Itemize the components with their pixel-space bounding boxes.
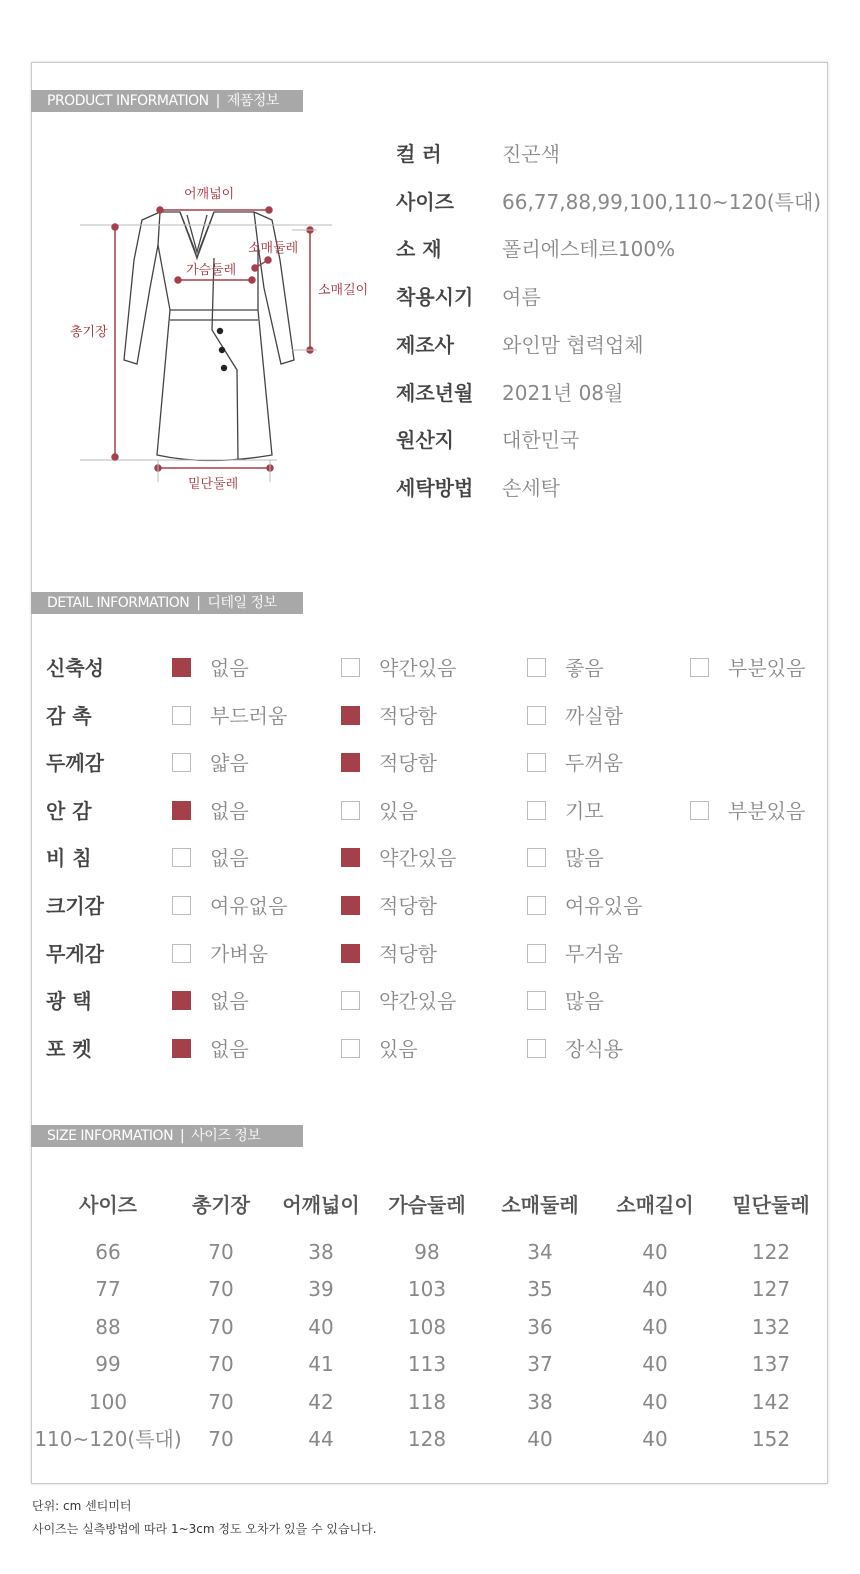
product-info-row: [396, 378, 623, 408]
detail-option-label: 많음: [565, 989, 604, 1014]
size-table-cell: 66: [95, 1240, 121, 1264]
detail-label: 신축성: [46, 656, 104, 680]
detail-option-label: 적당함: [379, 751, 437, 776]
detail-option-label: 장식용: [565, 1036, 623, 1061]
product-info-header-en: PRODUCT INFORMATION: [47, 93, 209, 109]
unchecked-box-icon: [527, 706, 546, 725]
detail-option-label: 여유있음: [565, 894, 643, 918]
size-table-header: 총기장: [192, 1193, 250, 1217]
tolerance-note: 사이즈는 실측방법에 따라 1~3cm 정도 오차가 있을 수 있습니다.: [32, 1522, 377, 1536]
size-table-cell: 118: [407, 1389, 447, 1414]
unchecked-box-icon: [172, 848, 191, 867]
size-table-cell: 36: [527, 1314, 553, 1339]
product-info-row: [396, 425, 579, 455]
product-info-label: 원산지: [396, 428, 454, 453]
product-info-value: 진곤색: [502, 142, 560, 166]
size-table-cell: 98: [414, 1240, 440, 1264]
detail-option-label: 적당함: [379, 894, 437, 918]
checked-box-icon: [172, 658, 191, 677]
size-table-cell: 40: [642, 1240, 668, 1264]
detail-option-label: 없음: [210, 798, 249, 823]
size-table-header: 가슴둘레: [388, 1193, 466, 1217]
size-table-header: 어깨넓이: [282, 1193, 360, 1217]
unchecked-box-icon: [341, 658, 360, 677]
detail-option-label: 좋음: [565, 656, 604, 680]
size-table-cell: 41: [308, 1352, 334, 1377]
size-table-cell: 128: [407, 1427, 447, 1451]
detail-option-label: 부분있음: [728, 798, 806, 823]
size-table-header: 소매길이: [616, 1193, 694, 1217]
unchecked-box-icon: [527, 753, 546, 772]
size-table-cell: 70: [208, 1240, 234, 1264]
checked-box-icon: [341, 896, 360, 915]
detail-option-label: 두꺼움: [565, 751, 623, 776]
detail-info-header-en: DETAIL INFORMATION: [47, 595, 190, 611]
detail-label: 크기감: [46, 894, 104, 918]
product-info-label: 착용시기: [396, 285, 474, 310]
size-table-cell: 40: [527, 1427, 553, 1451]
size-table-header: 사이즈: [79, 1193, 137, 1217]
size-table-cell: 113: [407, 1352, 447, 1377]
size-table-cell: 37: [527, 1352, 553, 1377]
unchecked-box-icon: [690, 658, 709, 677]
unchecked-box-icon: [341, 1039, 360, 1058]
detail-option-label: 얇음: [210, 751, 249, 776]
unchecked-box-icon: [341, 801, 360, 820]
detail-option-label: 없음: [210, 989, 249, 1014]
size-table-cell: 70: [208, 1352, 234, 1377]
detail-option-label: 가벼움: [210, 941, 268, 966]
detail-info-header: [31, 592, 303, 614]
unchecked-box-icon: [172, 944, 191, 963]
size-table-cell: 42: [308, 1389, 334, 1414]
unchecked-box-icon: [172, 896, 191, 915]
size-table-cell: 108: [407, 1314, 447, 1339]
product-info-label: 컬 러: [396, 142, 442, 166]
checked-box-icon: [172, 801, 191, 820]
detail-option-label: 기모: [565, 798, 604, 823]
checked-box-icon: [341, 944, 360, 963]
unchecked-box-icon: [527, 991, 546, 1010]
product-info-value: 폴리에스테르100%: [502, 237, 676, 262]
header-separator: |: [180, 1128, 185, 1144]
detail-option-label: 적당함: [379, 941, 437, 966]
detail-option-label: 있음: [379, 798, 418, 823]
size-table-cell: 142: [751, 1389, 791, 1414]
size-table-cell: 34: [527, 1240, 553, 1264]
size-table-cell: 70: [208, 1389, 234, 1414]
product-info-label: 제조사: [396, 332, 454, 357]
size-table-cell: 35: [527, 1277, 553, 1302]
checked-box-icon: [172, 991, 191, 1010]
unchecked-box-icon: [527, 658, 546, 677]
size-table-cell: 77: [95, 1277, 121, 1302]
size-table-cell: 100: [88, 1389, 128, 1414]
product-info-value: 2021년 08월: [502, 380, 624, 405]
size-table-cell: 103: [407, 1277, 447, 1302]
unchecked-box-icon: [172, 753, 191, 772]
detail-option-label: 약간있음: [379, 846, 457, 871]
size-table-cell: 88: [95, 1314, 121, 1339]
size-table-cell: 70: [208, 1277, 234, 1302]
detail-option-label: 까실함: [565, 703, 623, 728]
detail-option-label: 적당함: [379, 703, 437, 728]
detail-option-label: 약간있음: [379, 656, 457, 680]
checked-box-icon: [341, 848, 360, 867]
detail-option-label: 없음: [210, 1036, 249, 1061]
size-table-cell: 39: [308, 1277, 334, 1302]
product-info-value: 66,77,88,99,100,110~120(특대): [502, 189, 822, 214]
detail-label: 두께감: [46, 751, 104, 776]
size-table-cell: 40: [642, 1352, 668, 1377]
detail-option-label: 많음: [565, 846, 604, 871]
detail-info-header-ko: 디테일 정보: [207, 595, 277, 611]
product-info-row: [396, 282, 541, 312]
detail-label: 무게감: [46, 941, 104, 966]
size-info-header-ko: 사이즈 정보: [191, 1128, 261, 1144]
detail-option-label: 없음: [210, 846, 249, 871]
size-table-cell: 38: [308, 1240, 334, 1264]
product-info-label: 세탁방법: [396, 475, 474, 500]
chest-label: 가슴둘레: [186, 263, 237, 278]
product-info-header-ko: 제품정보: [226, 93, 279, 109]
size-info-header-en: SIZE INFORMATION: [47, 1128, 174, 1144]
detail-option-label: 여유없음: [210, 894, 288, 918]
product-info-row: [396, 330, 644, 360]
unchecked-box-icon: [527, 1039, 546, 1058]
size-table-cell: 44: [308, 1427, 334, 1451]
checked-box-icon: [172, 1039, 191, 1058]
size-table-cell: 70: [208, 1427, 234, 1451]
product-info-row: [396, 187, 821, 217]
unit-note: 단위: cm 센티미터: [32, 1499, 132, 1513]
size-info-header: [31, 1125, 303, 1147]
unchecked-box-icon: [690, 801, 709, 820]
sleeve-circ-label: 소매둘레: [248, 241, 299, 256]
detail-option-label: 약간있음: [379, 989, 457, 1014]
detail-label: 비 침: [46, 846, 92, 871]
size-table-cell: 152: [751, 1427, 791, 1451]
sleeve-length-label: 소매길이: [318, 283, 369, 298]
checked-box-icon: [341, 706, 360, 725]
size-table-cell: 40: [308, 1314, 334, 1339]
unchecked-box-icon: [527, 896, 546, 915]
unchecked-box-icon: [527, 848, 546, 867]
product-info-row: [396, 139, 560, 169]
product-info-row: [396, 234, 675, 264]
product-info-label: 소 재: [396, 237, 442, 262]
product-info-label: 제조년월: [396, 380, 474, 405]
detail-option-label: 무거움: [565, 941, 623, 966]
size-table-cell: 132: [751, 1314, 791, 1339]
hem-label: 밑단둘레: [188, 477, 239, 492]
size-table-header: 소매둘레: [501, 1193, 579, 1217]
coat-buttons: [217, 328, 227, 371]
size-table-cell: 40: [642, 1427, 668, 1451]
product-info-label: 사이즈: [396, 189, 454, 214]
size-table-cell: 38: [527, 1389, 553, 1414]
detail-option-label: 부분있음: [728, 656, 806, 680]
size-table-cell: 40: [642, 1389, 668, 1414]
size-table-header: 밑단둘레: [732, 1193, 810, 1217]
unchecked-box-icon: [341, 991, 360, 1010]
size-table-cell: 127: [751, 1277, 791, 1302]
product-info-row: [396, 473, 560, 503]
size-table-cell: 99: [95, 1352, 121, 1377]
size-table-cell: 40: [642, 1277, 668, 1302]
size-table-cell: 70: [208, 1314, 234, 1339]
detail-label: 감 촉: [46, 703, 92, 728]
unchecked-box-icon: [172, 706, 191, 725]
size-table-cell: 110~120(특대): [34, 1427, 182, 1451]
product-info-header: [31, 90, 303, 112]
unchecked-box-icon: [527, 944, 546, 963]
product-info-value: 손세탁: [502, 475, 560, 500]
product-info-value: 여름: [502, 285, 541, 310]
detail-option-label: 있음: [379, 1036, 418, 1061]
detail-label: 포 켓: [46, 1036, 92, 1061]
detail-option-label: 없음: [210, 656, 249, 680]
size-table-cell: 137: [751, 1352, 791, 1377]
size-table-cell: 122: [751, 1240, 791, 1264]
detail-option-label: 부드러움: [210, 703, 288, 728]
size-table-cell: 40: [642, 1314, 668, 1339]
checked-box-icon: [341, 753, 360, 772]
unchecked-box-icon: [527, 801, 546, 820]
detail-label: 광 택: [46, 989, 92, 1014]
coat-measurement-diagram: [62, 170, 382, 510]
product-info-value: 대한민국: [502, 428, 580, 453]
header-separator: |: [215, 93, 220, 109]
product-info-value: 와인맘 협력업체: [502, 332, 644, 357]
header-separator: |: [196, 595, 201, 611]
total-length-label: 총기장: [70, 325, 108, 340]
detail-label: 안 감: [46, 798, 92, 823]
shoulder-label: 어깨넓이: [184, 187, 235, 202]
